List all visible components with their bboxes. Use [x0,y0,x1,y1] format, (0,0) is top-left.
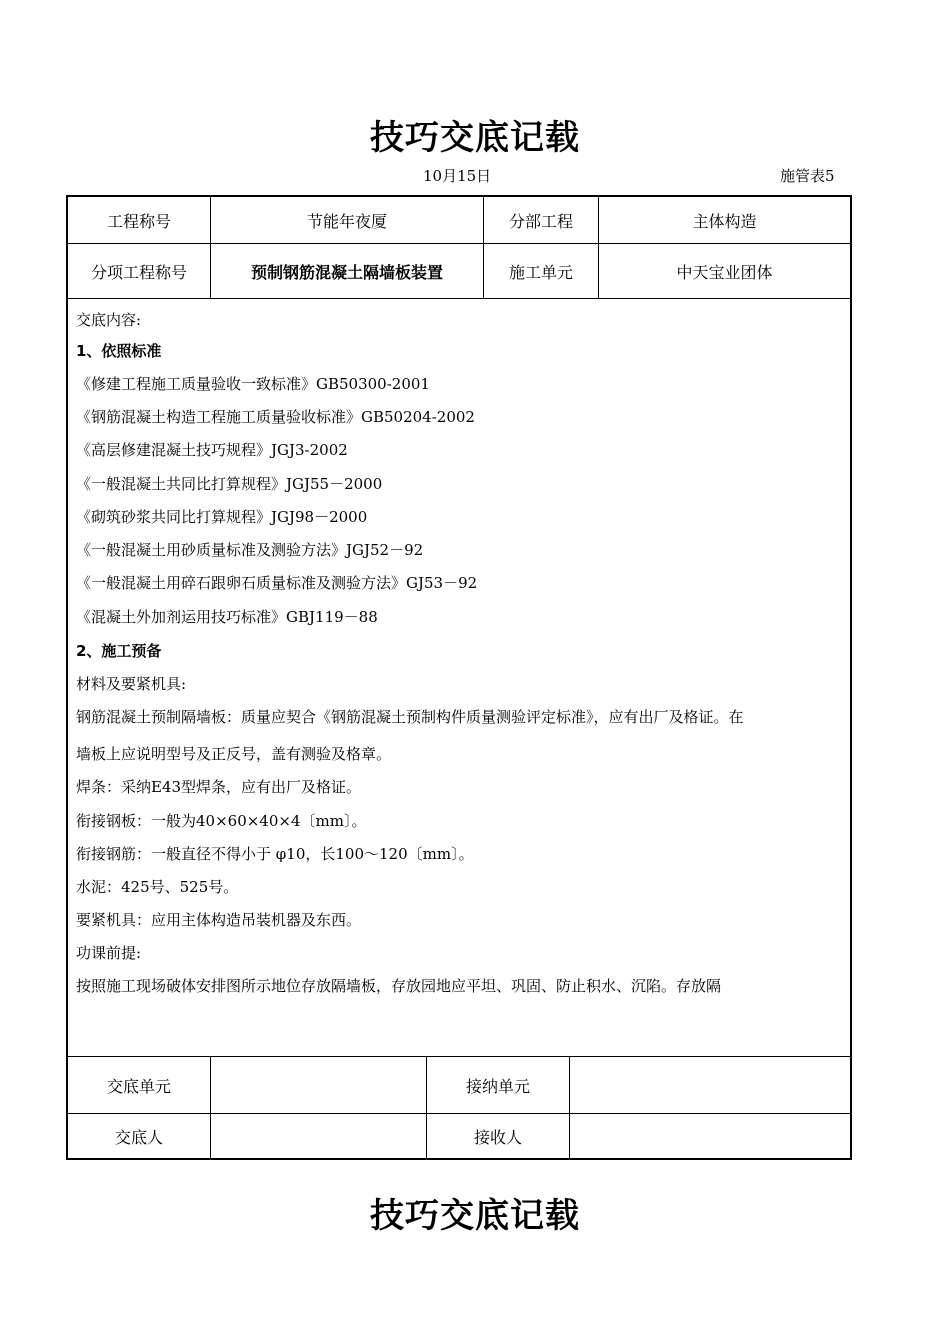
next-page-title: 技巧交底记载 [370,1196,580,1236]
project-name-label: 工程称号 [106,211,171,231]
standard-item: 《修建工程施工质量验收一致标准》GB50300-2001 [76,375,430,393]
content-line: 水泥：425号、525号。 [76,878,239,896]
discloser-label: 交底人 [114,1127,163,1147]
receiving-unit-value[interactable] [570,1057,850,1113]
construction-unit-value: 中天宝业团体 [676,262,773,282]
content-line: 衔接钢筋：一般直径不得小于 φ10，长100～120〔mm〕。 [76,845,474,863]
table-divider [66,298,852,299]
content-line: 焊条：采纳E43型焊条，应有出厂及格证。 [76,778,362,796]
content-line: 要紧机具：应用主体构造吊装机器及东西。 [76,911,362,929]
discloser-value[interactable] [211,1114,426,1158]
page-title: 技巧交底记载 [370,118,580,158]
standard-item: 《一般混凝土用砂质量标准及测验方法》JGJ52－92 [76,541,424,559]
section-heading: 2、施工预备 [76,642,162,660]
content-line: 功课前提: [76,944,142,962]
standard-item: 《钢筋混凝土构造工程施工质量验收标准》GB50204-2002 [76,408,475,426]
content-line: 衔接钢板：一般为40×60×40×4〔mm〕。 [76,812,367,830]
content-intro-label: 交底内容: [76,311,142,329]
materials-label: 材料及要紧机具: [76,675,187,693]
standard-item: 《高层修建混凝土技巧规程》JGJ3-2002 [76,441,348,459]
project-name-value: 节能年夜厦 [306,211,387,231]
construction-unit-label: 施工单元 [508,262,573,282]
form-number: 施管表5 [780,167,835,185]
disclosing-unit-label: 交底单元 [106,1076,171,1096]
receiver-label: 接收人 [473,1127,522,1147]
record-date: 10月15日 [423,167,492,185]
standard-item: 《混凝土外加剂运用技巧标准》GBJ119－88 [76,608,378,626]
disclosing-unit-value[interactable] [211,1057,426,1113]
receiving-unit-label: 接纳单元 [465,1076,530,1096]
content-line: 墙板上应说明型号及正反号，盖有测验及格章。 [76,745,392,763]
standard-item: 《一般混凝土用碎石跟卵石质量标准及测验方法》GJ53－92 [76,574,478,592]
receiver-value[interactable] [570,1114,850,1158]
standard-item: 《一般混凝土共同比打算规程》JGJ55－2000 [76,475,383,493]
subitem-label: 分项工程称号 [90,262,187,282]
subitem-value: 预制钢筋混凝土隔墙板装置 [250,262,443,282]
division-label: 分部工程 [508,211,573,231]
content-line: 按照施工现场破体安排图所示地位存放隔墙板，存放园地应平坦、巩固、防止积水、沉陷。存放隔 [76,977,722,995]
standard-item: 《砌筑砂浆共同比打算规程》JGJ98－2000 [76,508,368,526]
section-heading: 1、依照标准 [76,342,162,360]
content-line: 钢筋混凝土预制隔墙板：质量应契合《钢筋混凝土预制构件质量测验评定标准》，应有出厂及格证。在 [76,708,744,726]
division-value: 主体构造 [692,211,757,231]
